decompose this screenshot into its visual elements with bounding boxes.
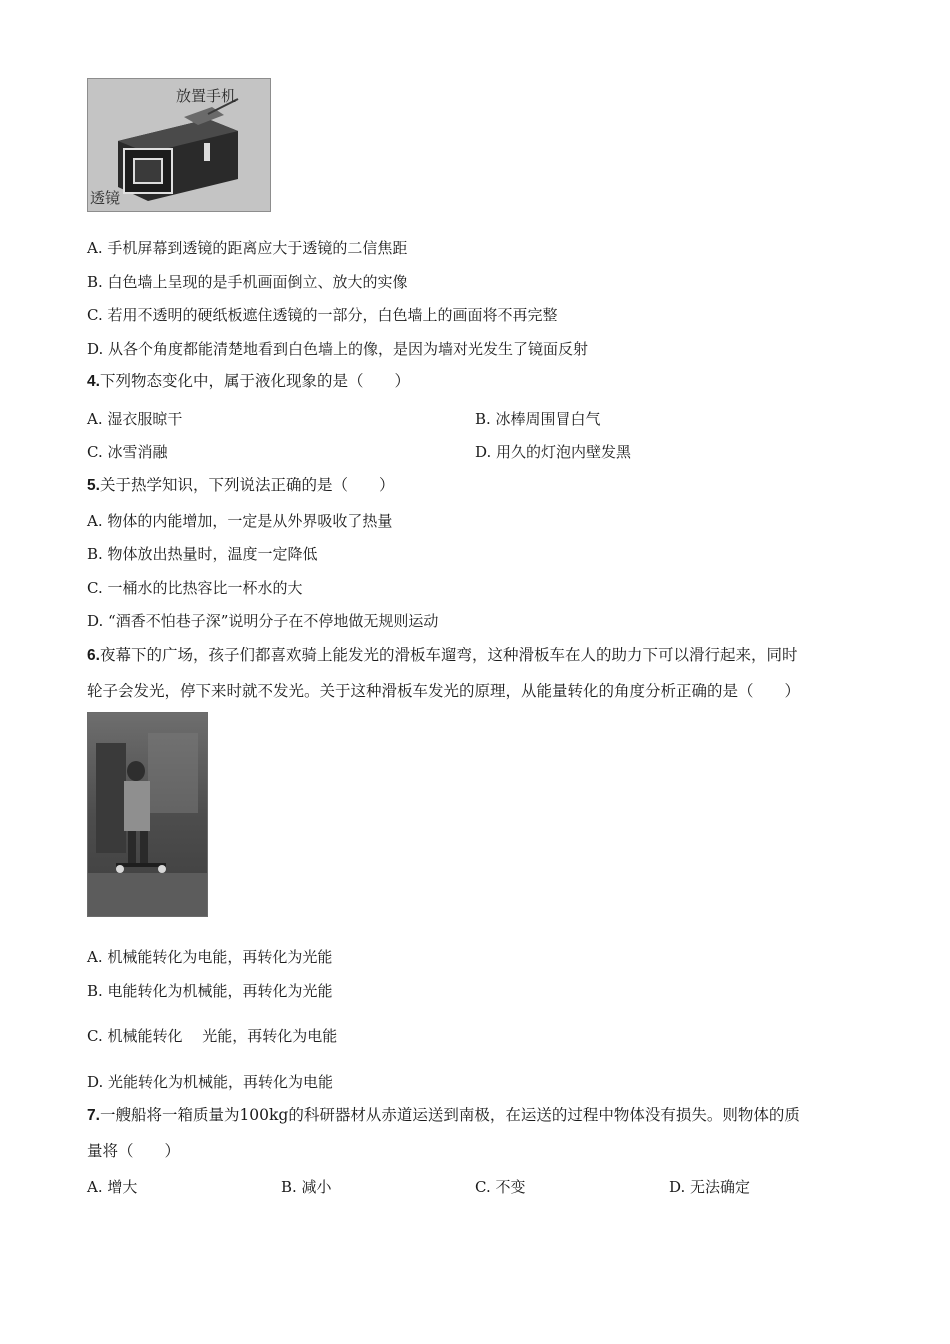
scooter-photo-drawing — [88, 713, 207, 916]
q4-number: 4. — [87, 373, 100, 390]
projector-figure — [87, 78, 271, 212]
q4-stem — [87, 370, 410, 393]
q6-option-d: D. 光能转化为机械能，再转化为电能 — [87, 1073, 334, 1091]
figure-label-phone: 放置手机 — [176, 87, 237, 105]
q3-option-d: D. 从各个角度都能清楚地看到白色墙上的像，是因为墙对光发生了镜面反射 — [87, 340, 589, 358]
q3-option-b: B. 白色墙上呈现的是手机画面倒立、放大的实像 — [87, 273, 408, 291]
q7-option-d: D. 无法确定 — [669, 1178, 751, 1196]
q7-option-c: C. 不变 — [475, 1178, 526, 1196]
q4-option-a: A. 湿衣服晾干 — [87, 410, 183, 428]
q6-option-c: C. 机械能转化 光能，再转化为电能 — [87, 1027, 338, 1045]
q6-option-a: A. 机械能转化为电能，再转化为光能 — [87, 948, 333, 966]
q6-number: 6. — [87, 647, 100, 664]
q3-option-c: C. 若用不透明的硬纸板遮住透镜的一部分，白色墙上的画面将不再完整 — [87, 306, 558, 324]
q5-option-c: C. 一桶水的比热容比一杯水的大 — [87, 579, 303, 597]
q5-stem-text: 关于热学知识，下列说法正确的是（ ） — [99, 476, 395, 494]
q4-option-d: D. 用久的灯泡内壁发黑 — [475, 443, 632, 461]
q7-stem-line2: 量将（ ） — [87, 1142, 181, 1160]
q4-option-b: B. 冰棒周围冒白气 — [475, 410, 601, 428]
scooter-photo — [87, 712, 208, 917]
q7-number: 7. — [87, 1107, 100, 1124]
q6-stem-line1 — [87, 644, 797, 667]
q5-number: 5. — [87, 477, 100, 494]
figure-label-lens: 透镜 — [90, 189, 121, 207]
q5-option-b: B. 物体放出热量时，温度一定降低 — [87, 545, 318, 563]
q3-option-a: A. 手机屏幕到透镜的距离应大于透镜的二信焦距 — [87, 239, 408, 257]
q7-stem-text-1: 一艘船将一箱质量为100kg的科研器材从赤道运送到南极，在运送的过程中物体没有损失。则物体的质 — [99, 1106, 800, 1124]
q7-stem-line1 — [87, 1104, 800, 1127]
q5-option-a: A. 物体的内能增加，一定是从外界吸收了热量 — [87, 512, 393, 530]
q5-stem — [87, 474, 394, 497]
q6-stem-line2: 轮子会发光，停下来时就不发光。关于这种滑板车发光的原理，从能量转化的角度分析正确的是（ ） — [87, 682, 801, 700]
q4-stem-text: 下列物态变化中，属于液化现象的是（ ） — [99, 372, 410, 390]
q7-option-a: A. 增大 — [87, 1178, 138, 1196]
q4-option-c: C. 冰雪消融 — [87, 443, 168, 461]
q6-option-b: B. 电能转化为机械能，再转化为光能 — [87, 982, 333, 1000]
q7-option-b: B. 减小 — [281, 1178, 332, 1196]
q6-stem-text-1: 夜幕下的广场，孩子们都喜欢骑上能发光的滑板车遛弯，这种滑板车在人的助力下可以滑行起来，同时 — [99, 646, 798, 664]
q5-option-d: D. “酒香不怕巷子深”说明分子在不停地做无规则运动 — [87, 612, 439, 630]
